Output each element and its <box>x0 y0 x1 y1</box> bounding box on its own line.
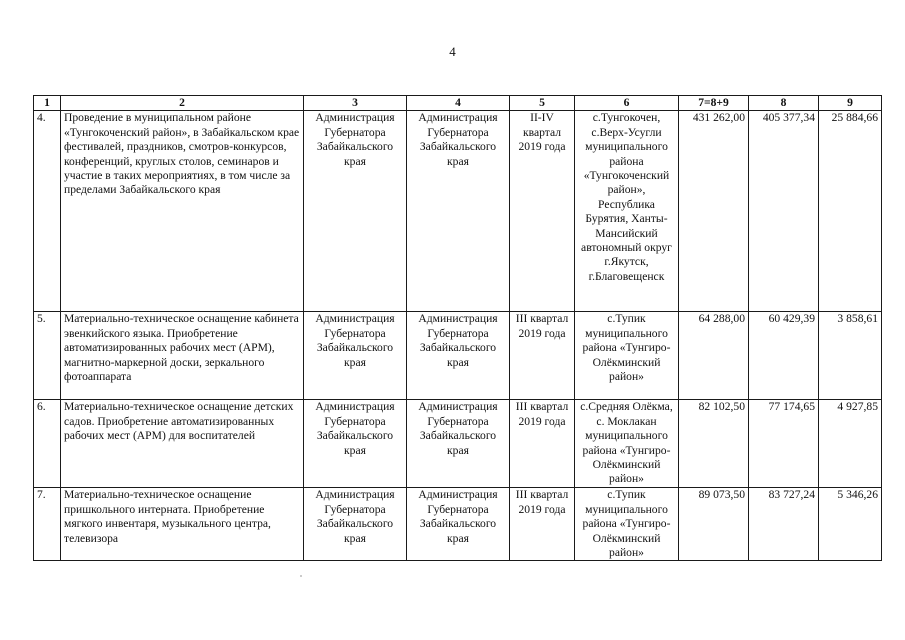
amount-col8: 405 377,34 <box>749 111 819 312</box>
administrator: Администрация Губернатора Забайкальского края <box>304 111 407 312</box>
header-cell: 2 <box>61 96 304 111</box>
event-description: Материально-техническое оснащение кабинета эвенкийского языка. Приобретение автоматизированных рабочих мест (АРМ), магнитно-маркерной доски, зеркального фотоаппарата <box>61 312 304 400</box>
table-row <box>34 488 882 561</box>
scan-speck <box>300 575 302 577</box>
row-number: 5. <box>34 312 61 400</box>
executor: Администрация Губернатора Забайкальского края <box>407 111 510 312</box>
administrator: Администрация Губернатора Забайкальского края <box>304 400 407 488</box>
row-number: 4. <box>34 111 61 312</box>
header-cell: 1 <box>34 96 61 111</box>
period: III квартал 2019 года <box>510 312 575 400</box>
location: с.Тунгокочен, с.Верх-Усугли муниципального района «Тунгокоченский район», Республика Бурятия, Ханты-Мансийский автономный округ г.Якутск, г.Благовещенск <box>575 111 679 312</box>
administrator: Администрация Губернатора Забайкальского края <box>304 488 407 561</box>
header-cell: 5 <box>510 96 575 111</box>
table-row <box>34 400 882 488</box>
header-cell: 9 <box>819 96 882 111</box>
header-row <box>34 96 882 111</box>
total-amount: 82 102,50 <box>679 400 749 488</box>
header-cell: 3 <box>304 96 407 111</box>
event-description: Материально-техническое оснащение детских садов. Приобретение автоматизированных рабочих мест (АРМ) для воспитателей <box>61 400 304 488</box>
budget-table <box>33 95 882 561</box>
amount-col8: 77 174,65 <box>749 400 819 488</box>
period: III квартал 2019 года <box>510 488 575 561</box>
administrator: Администрация Губернатора Забайкальского края <box>304 312 407 400</box>
page-number: 4 <box>449 44 456 59</box>
row-number: 6. <box>34 400 61 488</box>
table-row <box>34 111 882 312</box>
event-description: Материально-техническое оснащение пришкольного интерната. Приобретение мягкого инвентаря, музыкального центра, телевизора <box>61 488 304 561</box>
executor: Администрация Губернатора Забайкальского края <box>407 488 510 561</box>
period: II-IV квартал 2019 года <box>510 111 575 312</box>
total-amount: 431 262,00 <box>679 111 749 312</box>
header-cell: 6 <box>575 96 679 111</box>
executor: Администрация Губернатора Забайкальского края <box>407 400 510 488</box>
location: с.Тупик муниципального района «Тунгиро-Олёкминский район» <box>575 312 679 400</box>
amount-col8: 83 727,24 <box>749 488 819 561</box>
amount-col9: 25 884,66 <box>819 111 882 312</box>
row-number: 7. <box>34 488 61 561</box>
header-cell: 8 <box>749 96 819 111</box>
amount-col9: 3 858,61 <box>819 312 882 400</box>
location: с.Тупик муниципального района «Тунгиро-Олёкминский район» <box>575 488 679 561</box>
header-cell: 7=8+9 <box>679 96 749 111</box>
executor: Администрация Губернатора Забайкальского края <box>407 312 510 400</box>
amount-col8: 60 429,39 <box>749 312 819 400</box>
amount-col9: 5 346,26 <box>819 488 882 561</box>
period: III квартал 2019 года <box>510 400 575 488</box>
total-amount: 64 288,00 <box>679 312 749 400</box>
header-cell: 4 <box>407 96 510 111</box>
total-amount: 89 073,50 <box>679 488 749 561</box>
event-description: Проведение в муниципальном районе «Тунгокоченский район», в Забайкальском крае фестивалей, праздников, смотров-конкурсов, конференций, круглых столов, семинаров и участие в таких мероприятиях, в том числе за пределами Забайкальского края <box>61 111 304 312</box>
table-row <box>34 312 882 400</box>
location: с.Средняя Олёкма, с. Моклакан муниципального района «Тунгиро-Олёкминский район» <box>575 400 679 488</box>
amount-col9: 4 927,85 <box>819 400 882 488</box>
